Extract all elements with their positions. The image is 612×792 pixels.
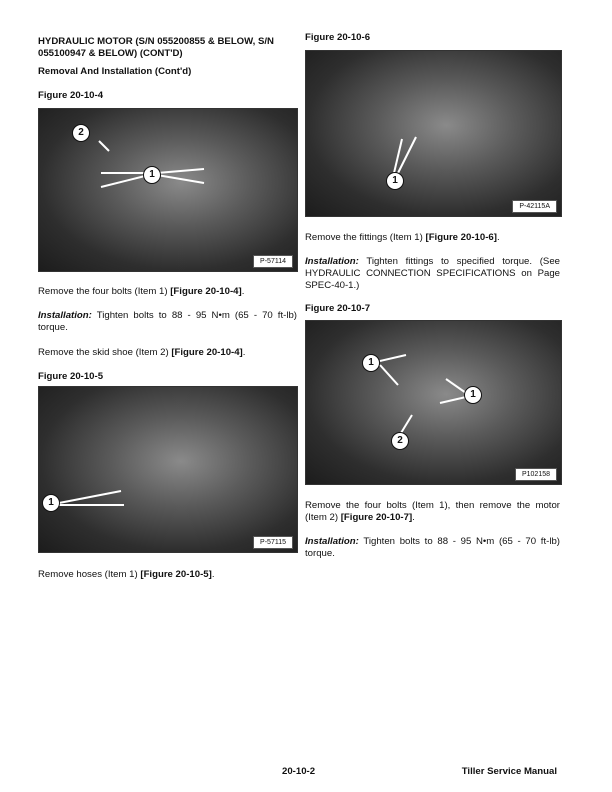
- photo-id: P-42115A: [512, 200, 557, 213]
- subsection-title: Removal And Installation (Cont'd): [38, 66, 192, 77]
- figure-caption: Figure 20-10-6: [305, 32, 371, 43]
- paragraph: Remove the skid shoe (Item 2) [Figure 20-10-4].: [38, 347, 246, 358]
- callout-arrows: [39, 387, 297, 552]
- callout-arrows: [306, 321, 561, 484]
- figure-20-10-5-photo: [38, 386, 298, 553]
- callout-1: 1: [386, 172, 404, 190]
- callout-1: 1: [143, 166, 161, 184]
- callout-2: 2: [391, 432, 409, 450]
- photo-id: P102158: [515, 468, 557, 481]
- figure-20-10-6-photo: [305, 50, 562, 217]
- paragraph: Remove the four bolts (Item 1), then remove the motor (Item 2) [Figure 20-10-7].: [305, 500, 560, 523]
- figure-20-10-4-photo: [38, 108, 298, 272]
- figure-20-10-7-photo: [305, 320, 562, 485]
- photo-id: P-57114: [253, 255, 293, 268]
- callout-1: 1: [464, 386, 482, 404]
- callout-arrows: [306, 51, 561, 216]
- paragraph: Remove hoses (Item 1) [Figure 20-10-5].: [38, 569, 215, 580]
- section-title: HYDRAULIC MOTOR (S/N 055200855 & BELOW, S/N 055100947 & BELOW) (CONT'D): [38, 36, 274, 59]
- photo-id: P-57115: [253, 536, 293, 549]
- figure-caption: Figure 20-10-7: [305, 303, 371, 314]
- page-number: 20-10-2: [282, 766, 316, 777]
- installation-note: Installation: Tighten bolts to 88 - 95 N•m (65 - 70 ft-lb) torque.: [38, 310, 297, 333]
- installation-note: Installation: Tighten fittings to specified torque. (See HYDRAULIC CONNECTION SPECIFICATIONS on Page SPEC-40-1.): [305, 256, 560, 291]
- figure-ref[interactable]: [Figure 20-10-6]: [425, 232, 497, 243]
- figure-ref[interactable]: [Figure 20-10-5]: [140, 569, 212, 580]
- manual-title: Tiller Service Manual: [461, 766, 557, 777]
- installation-note: Installation: Tighten bolts to 88 - 95 N•m (65 - 70 ft-lb) torque.: [305, 536, 560, 559]
- figure-caption: Figure 20-10-4: [38, 90, 104, 101]
- paragraph: Remove the four bolts (Item 1) [Figure 20-10-4].: [38, 286, 245, 297]
- paragraph: Remove the fittings (Item 1) [Figure 20-10-6].: [305, 232, 500, 243]
- callout-2: 2: [72, 124, 90, 142]
- callout-1: 1: [42, 494, 60, 512]
- figure-caption: Figure 20-10-5: [38, 371, 104, 382]
- callout-1: 1: [362, 354, 380, 372]
- figure-ref[interactable]: [Figure 20-10-4]: [171, 347, 243, 358]
- figure-ref[interactable]: [Figure 20-10-7]: [340, 512, 413, 523]
- figure-ref[interactable]: [Figure 20-10-4]: [170, 286, 242, 297]
